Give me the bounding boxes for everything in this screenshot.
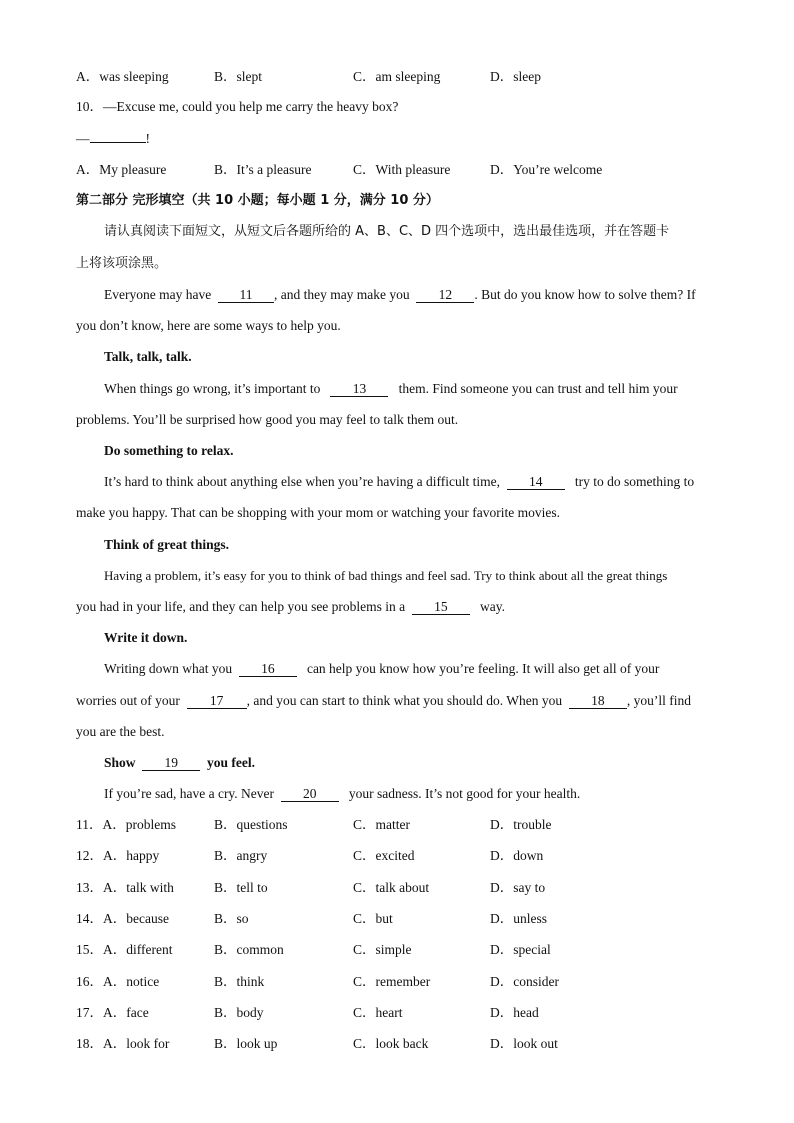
option-c: C．simple <box>353 942 412 958</box>
option-d: D．You’re welcome <box>490 162 603 177</box>
option-b: B．look up <box>214 1036 278 1052</box>
passage-paragraph-1: Everyone may have 11 , and they may make you 12 . But do you know how to solve them? If <box>104 287 696 302</box>
option-b: B．It’s a pleasure <box>214 162 312 177</box>
option-c: C．am sleeping <box>353 69 441 84</box>
option-c: C．excited <box>353 848 415 864</box>
option-a: 12．A．happy <box>76 848 160 864</box>
subheading-write: Write it down. <box>104 630 188 645</box>
option-a: 16．A．notice <box>76 973 160 989</box>
option-a: 14．A．because <box>76 910 169 926</box>
option-d: D．look out <box>490 1036 558 1052</box>
option-a: 13．A．talk with <box>76 879 174 895</box>
option-b: B．body <box>214 1004 264 1020</box>
answer-blank <box>90 142 146 143</box>
subheading-show: Show 19 you feel. <box>104 755 256 770</box>
blank-16: 16 <box>239 661 297 677</box>
passage-paragraph-2-cont: problems. You’ll be surprised how good you may feel to talk them out. <box>76 412 459 427</box>
blank-11: 11 <box>218 287 274 303</box>
option-d: D．say to <box>490 879 546 895</box>
passage-paragraph-4: Having a problem, it’s easy for you to think of bad things and feel sad. Try to think about all the great things <box>104 568 668 583</box>
option-c: C．With pleasure <box>353 162 451 177</box>
blank-15: 15 <box>412 599 470 615</box>
passage-paragraph-6: If you’re sad, have a cry. Never 20 your sadness. It’s not good for your health. <box>104 786 581 801</box>
blank-19: 19 <box>142 755 200 771</box>
section-instruction-1: 请认真阅读下面短文，从短文后各题所给的 A、B、C、D 四个选项中，选出最佳选项，并在答题卡 <box>104 224 670 239</box>
option-c: C．talk about <box>353 879 430 895</box>
passage-paragraph-5-end: you are the best. <box>76 724 165 739</box>
blank-18: 18 <box>569 693 627 709</box>
question-10-stem: 10．—Excuse me, could you help me carry the heavy box? <box>76 99 399 114</box>
blank-12: 12 <box>416 287 474 303</box>
blank-17: 17 <box>187 693 247 709</box>
passage-paragraph-3-cont: make you happy. That can be shopping with your mom or watching your favorite movies. <box>76 505 561 520</box>
passage-paragraph-5: Writing down what you 16 can help you know how you’re feeling. It will also get all of your <box>104 661 660 676</box>
subheading-relax: Do something to relax. <box>104 443 234 458</box>
section-title: 第二部分 完形填空（共 10 小题；每小题 1 分，满分 10 分） <box>76 193 439 208</box>
section-instruction-2: 上将该项涂黑。 <box>76 256 168 271</box>
passage-paragraph-3: It’s hard to think about anything else when you’re having a difficult time, 14 try to do something to <box>104 474 695 489</box>
option-c: C．remember <box>353 973 431 989</box>
question-10-reply: — ! <box>76 131 150 146</box>
passage-paragraph-5-cont: worries out of your 17 , and you can start to think what you should do. When you 18 , you’ll find <box>76 693 691 708</box>
option-b: B．tell to <box>214 879 268 895</box>
option-d: D．consider <box>490 973 559 989</box>
option-d: D．trouble <box>490 817 552 832</box>
option-b: B．think <box>214 973 265 989</box>
option-d: D．head <box>490 1004 539 1020</box>
blank-14: 14 <box>507 474 565 490</box>
option-c: C．but <box>353 910 393 926</box>
option-a: 18．A．look for <box>76 1036 170 1052</box>
option-b: B．questions <box>214 817 288 832</box>
subheading-talk: Talk, talk, talk. <box>104 349 192 364</box>
blank-13: 13 <box>330 381 388 397</box>
blank-20: 20 <box>281 786 339 802</box>
option-a: A．was sleeping <box>76 69 169 84</box>
option-a: A．My pleasure <box>76 162 167 177</box>
option-d: D．sleep <box>490 69 541 84</box>
option-c: C．heart <box>353 1004 403 1020</box>
option-d: D．special <box>490 942 551 958</box>
subheading-great-things: Think of great things. <box>104 537 230 552</box>
option-c: C．look back <box>353 1036 429 1052</box>
option-b: B．angry <box>214 848 268 864</box>
option-a: 17．A．face <box>76 1004 149 1020</box>
passage-paragraph-4-cont: you had in your life, and they can help you see problems in a 15 way. <box>76 599 506 614</box>
passage-paragraph-2: When things go wrong, it’s important to 13 them. Find someone you can trust and tell him your <box>104 381 678 396</box>
option-a: 15．A．different <box>76 942 173 958</box>
option-b: B．so <box>214 910 249 926</box>
option-a: 11．A．problems <box>76 817 176 832</box>
option-b: B．common <box>214 942 284 958</box>
option-d: D．down <box>490 848 544 864</box>
option-c: C．matter <box>353 817 410 832</box>
passage-paragraph-1-cont: you don’t know, here are some ways to help you. <box>76 318 341 333</box>
option-b: B．slept <box>214 69 263 84</box>
option-d: D．unless <box>490 910 547 926</box>
